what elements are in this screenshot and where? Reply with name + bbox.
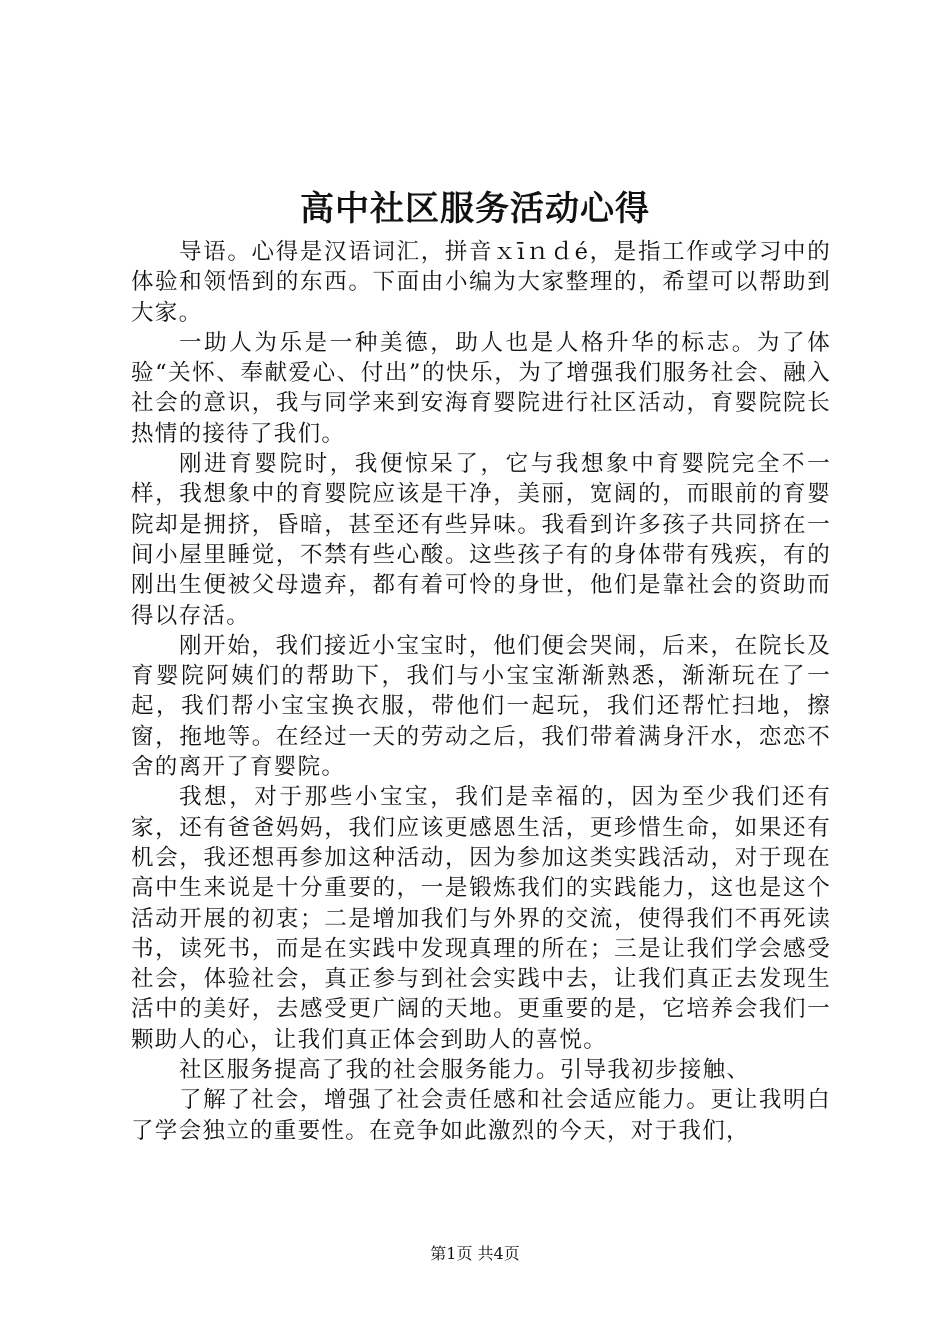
page-number-footer: 第1页 共4页 [430, 1244, 520, 1263]
paragraph-social-understanding: 了解了社会，增强了社会责任感和社会适应能力。更让我明白了学会独立的重要性。在竞争如此激烈的今天，对于我们， [131, 1087, 831, 1144]
paragraph-activities: 刚开始，我们接近小宝宝时，他们便会哭闹，后来，在院长及育婴院阿姨们的帮助下，我们与小宝宝渐渐熟悉，渐渐玩在了一起，我们帮小宝宝换衣服，带他们一起玩，我们还帮忙扫地，擦窗，拖地等。在经过一天的劳动之后，我们带着满身汗水，恋恋不舍的离开了育婴院。 [131, 632, 831, 781]
document-body [131, 237, 831, 1146]
paragraph-reflection: 我想，对于那些小宝宝，我们是幸福的，因为至少我们还有家，还有爸爸妈妈，我们应该更感恩生活，更珍惜生命，如果还有机会，我还想再参加这种活动，因为参加这类实践活动，对于现在高中生来说是十分重要的，一是锻炼我们的实践能力，这也是这个活动开展的初衷；二是增加我们与外界的交流，使得我们不再死读书，读死书，而是在实践中发现真理的所在；三是让我们学会感受社会，体验社会，真正参与到社会实践中去，让我们真正去发现生活中的美好，去感受更广阔的天地。更重要的是，它培养会我们一颗助人的心，让我们真正体会到助人的喜悦。 [131, 784, 831, 1053]
paragraph-first-impression: 刚进育婴院时，我便惊呆了，它与我想象中育婴院完全不一样，我想象中的育婴院应该是干净，美丽，宽阔的，而眼前的育婴院却是拥挤，昏暗，甚至还有些异味。我看到许多孩子共同挤在一间小屋里睡觉，不禁有些心酸。这些孩子有的身体带有残疾，有的刚出生便被父母遗弃，都有着可怜的身世，他们是靠社会的资助而得以存活。 [131, 451, 831, 629]
paragraph-service-ability: 社区服务提高了我的社会服务能力。引导我初步接触、 [179, 1057, 751, 1084]
paragraph-helping-others: 一助人为乐是一种美德，助人也是人格升华的标志。为了体验“关怀、奉献爱心、付出”的快乐，为了增强我们服务社会、融入社会的意识，我与同学来到安海育婴院进行社区活动，育婴院院长热情的接待了我们。 [131, 329, 831, 447]
document-title: 高中社区服务活动心得 [300, 189, 650, 229]
paragraph-intro: 导语。心得是汉语词汇，拼音ｘīｎｄé，是指工作或学习中的体验和领悟到的东西。下面由小编为大家整理的，希望可以帮助到大家。 [131, 239, 831, 326]
